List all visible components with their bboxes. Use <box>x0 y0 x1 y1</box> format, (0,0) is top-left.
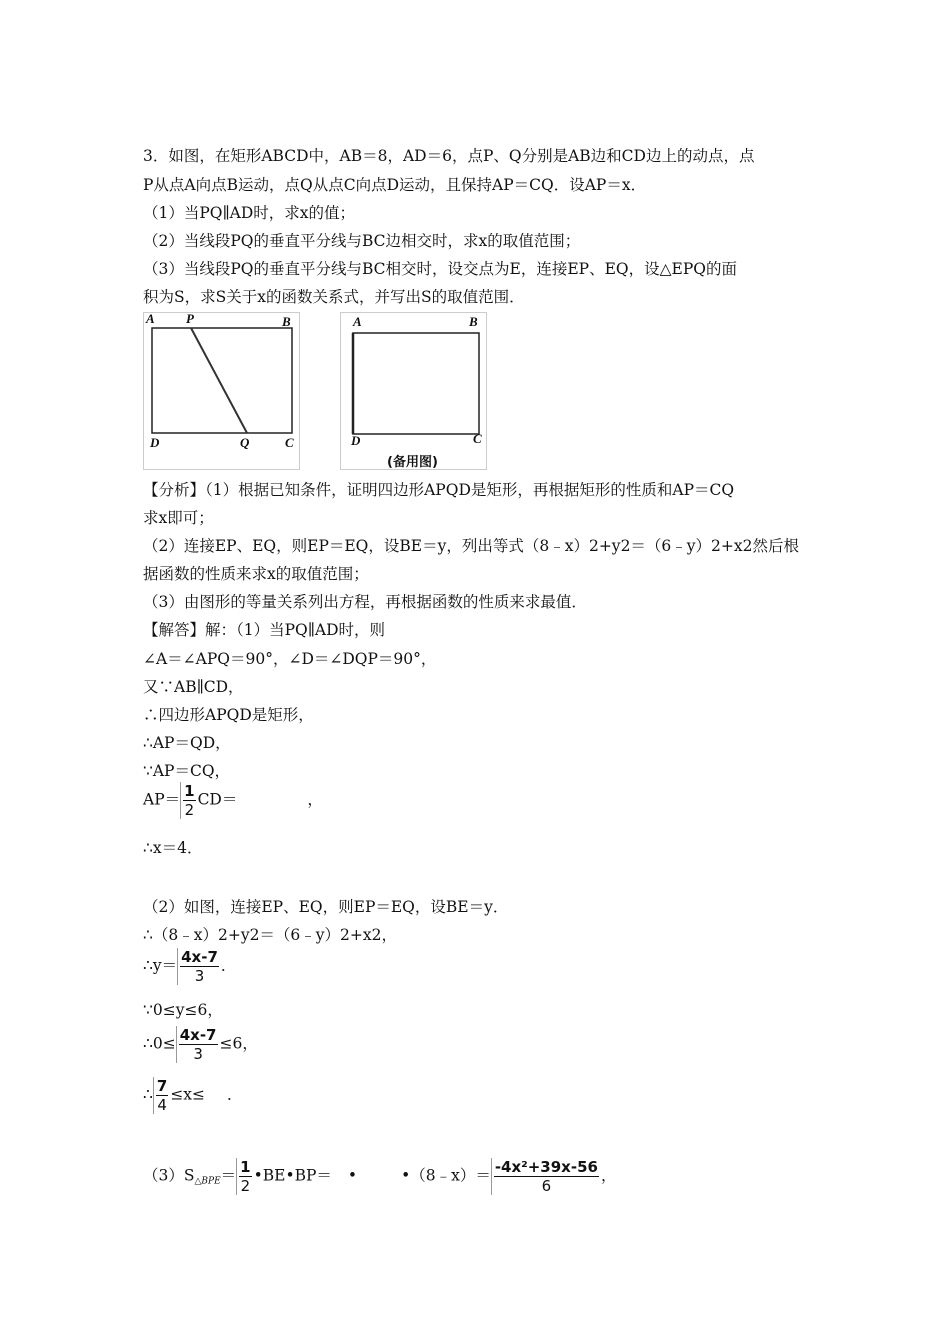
question-2: （2）当线段PQ的垂直平分线与BC边相交时，求x的取值范围； <box>143 232 581 250</box>
fraction-y-2: $\frac{4x-7}{3}$ <box>176 1026 220 1063</box>
fraction-half: $\frac{1}{2}$ <box>180 782 197 819</box>
part2-line-1: （2）如图，连接EP、EQ，则EP＝EQ，设BE＝y． <box>143 898 509 916</box>
label-a: A <box>146 311 155 326</box>
s-label: （3）S <box>143 1166 195 1185</box>
figure-caption: (备用图) <box>387 455 438 470</box>
solution-line-7 <box>143 782 323 819</box>
part2-line-3 <box>143 948 236 985</box>
figure-main <box>143 312 300 470</box>
problem-line-1: 3．如图，在矩形ABCD中，AB＝8，AD＝6，点P、Q分别是AB边和CD边上的动点，点 <box>143 147 755 165</box>
y-eq-label: ∴y＝ <box>143 956 178 975</box>
label-c: C <box>285 435 294 450</box>
period: ． <box>220 956 237 975</box>
ineq-right: ≤6， <box>219 1034 258 1053</box>
solution-line-4: ∴四边形APQD是矩形， <box>143 706 314 724</box>
period: ． <box>227 1085 243 1104</box>
question-3-line-1: （3）当线段PQ的垂直平分线与BC相交时，设交点为E，连接EP、EQ，设△EPQ的面 <box>143 260 737 278</box>
s-subscript: △BPE <box>194 1176 221 1187</box>
analysis-line-1: 【分析】（1）根据已知条件，证明四边形APQD是矩形，再根据矩形的性质和AP＝CQ <box>143 481 735 499</box>
solution-line-6: ∵AP＝CQ， <box>143 762 231 780</box>
part2-line-6 <box>143 1077 243 1114</box>
analysis-line-2: 求x即可； <box>143 509 214 527</box>
rectangle-abcd-figure <box>341 313 486 469</box>
solution-line-2: ∠A＝∠APQ＝90°，∠D＝∠DQP＝90°， <box>143 650 437 668</box>
problem-line-2: P从点A向点B运动，点Q从点C向点D运动，且保持AP＝CQ．设AP＝x． <box>143 176 647 194</box>
label-c: C <box>473 431 482 446</box>
fraction-y: $\frac{4x-7}{3}$ <box>177 948 221 985</box>
part3-line <box>143 1158 616 1195</box>
analysis-line-3: （2）连接EP、EQ，则EP＝EQ，设BE＝y，列出等式（8﹣x）2+y2＝（6﹣y）2+x2然后根 <box>143 537 799 555</box>
solution-line-8: ∴x＝4． <box>143 839 203 857</box>
analysis-line-5: （3）由图形的等量关系列出方程，再根据函数的性质来求最值． <box>143 593 587 611</box>
label-d: D <box>351 433 361 448</box>
ineq-left: ∴0≤ <box>143 1034 176 1053</box>
fraction-area: $\frac{\text{-4x²+39x-56}}{6}$ <box>491 1158 601 1195</box>
solution-line-3: 又∵AB∥CD， <box>143 678 244 696</box>
label-b: B <box>282 314 291 329</box>
solution-line-5: ∴AP＝QD， <box>143 734 231 752</box>
part2-line-5 <box>143 1026 258 1063</box>
question-3-line-2: 积为S，求S关于x的函数关系式，并写出S的取值范围． <box>143 288 525 306</box>
comma: ， <box>600 1166 617 1185</box>
eight-minus-x: •（8﹣x）＝ <box>401 1166 491 1185</box>
question-1: （1）当PQ∥AD时，求x的值； <box>143 204 356 222</box>
label-p: P <box>186 311 194 326</box>
be-bp: •BE•BP＝ <box>253 1166 332 1185</box>
fraction-half-2: $\frac{1}{2}$ <box>236 1158 253 1195</box>
label-b: B <box>469 314 478 329</box>
analysis-line-4: 据函数的性质来求x的取值范围； <box>143 565 369 583</box>
part2-line-4: ∵0≤y≤6， <box>143 1001 223 1019</box>
comma: ， <box>307 790 323 809</box>
label-a: A <box>353 314 362 329</box>
dot: • <box>347 1166 358 1185</box>
cd-eq-label: CD＝ <box>197 790 238 809</box>
figure-backup <box>340 312 487 470</box>
equals: ＝ <box>220 1166 237 1185</box>
therefore-sign: ∴ <box>143 1085 153 1104</box>
part2-line-2: ∴（8﹣x）2+y2＝（6﹣y）2+x2， <box>143 926 398 944</box>
rectangle-apqd-figure <box>144 313 299 469</box>
x-range: ≤x≤ <box>170 1085 206 1104</box>
fraction-seven-fourths: $\frac{7}{4}$ <box>153 1077 170 1114</box>
label-d: D <box>150 435 160 450</box>
solution-line-1: 【解答】解：（1）当PQ∥AD时，则 <box>143 621 386 639</box>
ap-eq-label: AP＝ <box>143 790 181 809</box>
label-q: Q <box>240 435 250 450</box>
